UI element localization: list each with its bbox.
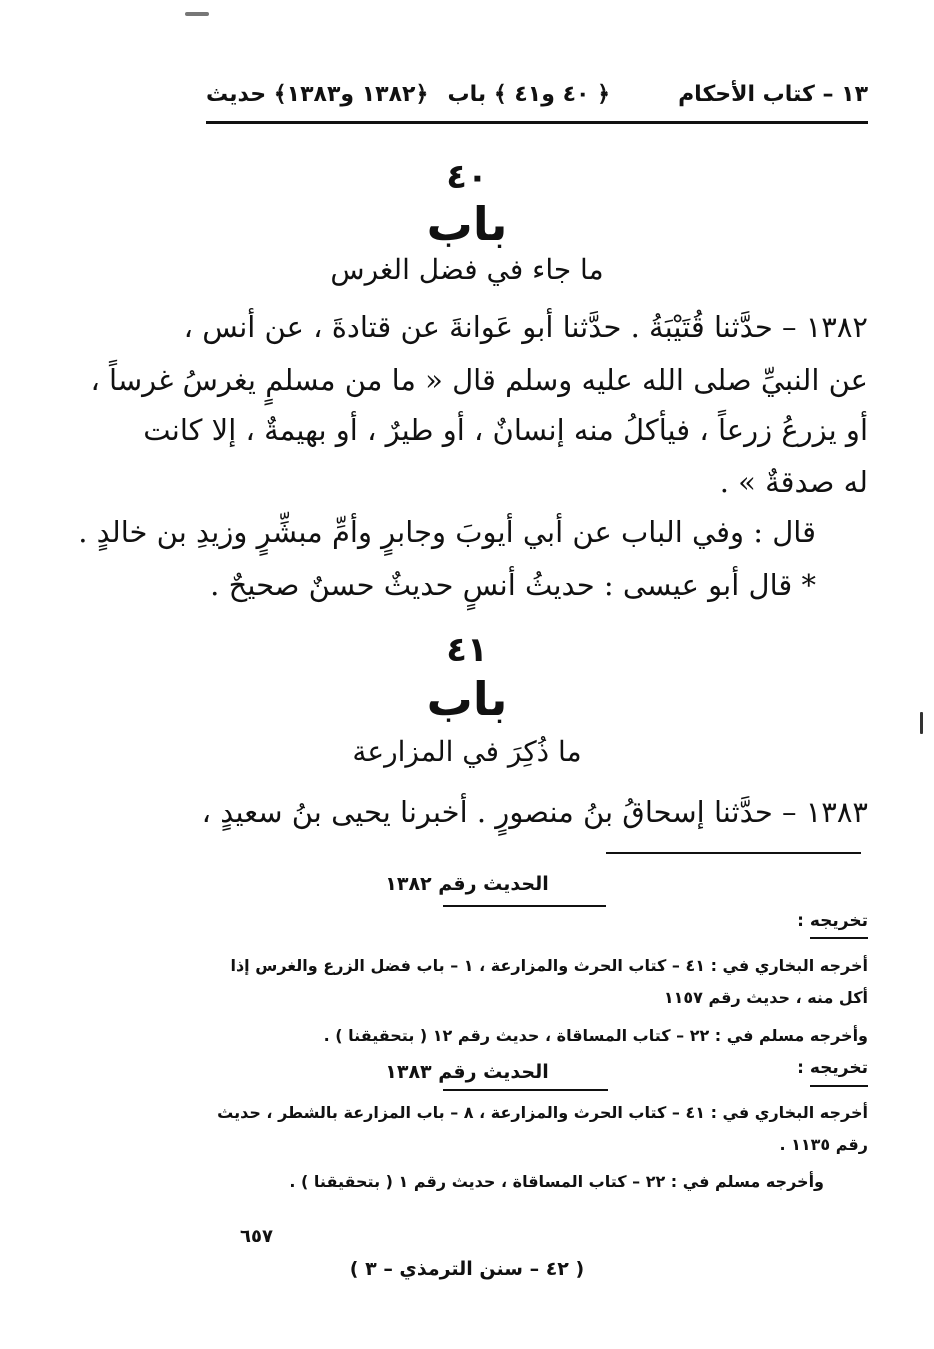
- hadith-line: ١٣٨٢ – حدَّثنا قُتَيْبَةُ . حدَّثنا أبو عَوانةَ عن قتادةَ ، عن أنس ،: [183, 310, 868, 344]
- footnote-title-rule: [443, 905, 606, 907]
- footnote-separator: [606, 852, 861, 854]
- footnote-label: تخريجه :: [797, 911, 868, 931]
- footnote-label-rule: [810, 937, 868, 939]
- printer-signature: ( ٤٢ – سنن الترمذي – ٣ ): [349, 1258, 585, 1280]
- footnote-line: أخرجه البخاري في : ٤١ – كتاب الحرث والمزارعة ، ١ – باب فضل الزرع والغرس إذا: [230, 956, 868, 975]
- section-subtitle: ما ذُكِرَ في المزارعة: [352, 735, 582, 768]
- header-chapter: ١٣ – كتاب الأحكام: [678, 82, 868, 107]
- section-heading: باب: [426, 197, 508, 251]
- section-heading: باب: [426, 672, 508, 726]
- footnote-label-rule: [810, 1085, 868, 1087]
- note-line: * قال أبو عيسى : حديثُ أنسٍ حديثٌ حسنٌ صحيحٌ .: [210, 568, 816, 602]
- hadith-line: ١٣٨٣ – حدَّثنا إسحاقُ بنُ منصورٍ . أخبرنا يحيى بنُ سعيدٍ ،: [201, 795, 868, 829]
- scan-speck: [920, 712, 923, 734]
- footnote-line: أخرجه البخاري في : ٤١ – كتاب الحرث والمزارعة ، ٨ – باب المزارعة بالشطر ، حديث: [217, 1103, 868, 1122]
- hadith-line: له صدقةٌ » .: [719, 465, 868, 499]
- footnote-line: أكل منه ، حديث رقم ١١٥٧: [663, 988, 868, 1007]
- note-line: قال : وفي الباب عن أبي أيوبَ وجابرٍ وأمِّ مبشِّرٍ وزيدِ بن خالدٍ .: [78, 515, 816, 549]
- footnote-label: تخريجه :: [797, 1058, 868, 1078]
- footnote-line: رقم ١١٣٥ .: [779, 1135, 868, 1154]
- footnote-title: الحديث رقم ١٣٨٣: [385, 1061, 549, 1083]
- footnote-line: وأخرجه مسلم في : ٢٢ – كتاب المساقاة ، حديث رقم ١٢ ( بتحقيقنا ) .: [323, 1026, 868, 1045]
- footnote-title: الحديث رقم ١٣٨٢: [385, 873, 549, 895]
- header-sections: ﴿ ٤٠ و٤١ ﴾ باب: [447, 82, 610, 107]
- hadith-line: أو يزرعُ زرعاً ، فيأكلُ منه إنسانٌ ، أو طيرٌ ، أو بهيمةٌ ، إلا كانت: [143, 413, 868, 447]
- section-number: ٤١: [446, 630, 488, 670]
- hadith-line: عن النبيِّ صلى الله عليه وسلم قال « ما من مسلمٍ يغرسُ غرساً ،: [90, 363, 868, 397]
- footnote-line: وأخرجه مسلم في : ٢٢ – كتاب المساقاة ، حديث رقم ١ ( بتحقيقنا ) .: [289, 1172, 824, 1191]
- footnote-title-rule: [443, 1089, 608, 1091]
- page-number: ٦٥٧: [240, 1226, 273, 1247]
- scan-speck: [185, 12, 209, 16]
- section-number: ٤٠: [446, 157, 488, 197]
- section-subtitle: ما جاء في فضل الغرس: [330, 253, 604, 286]
- header-hadith-range: ﴿١٣٨٢ و١٣٨٣﴾ حديث: [206, 82, 429, 107]
- header-rule: [206, 121, 868, 124]
